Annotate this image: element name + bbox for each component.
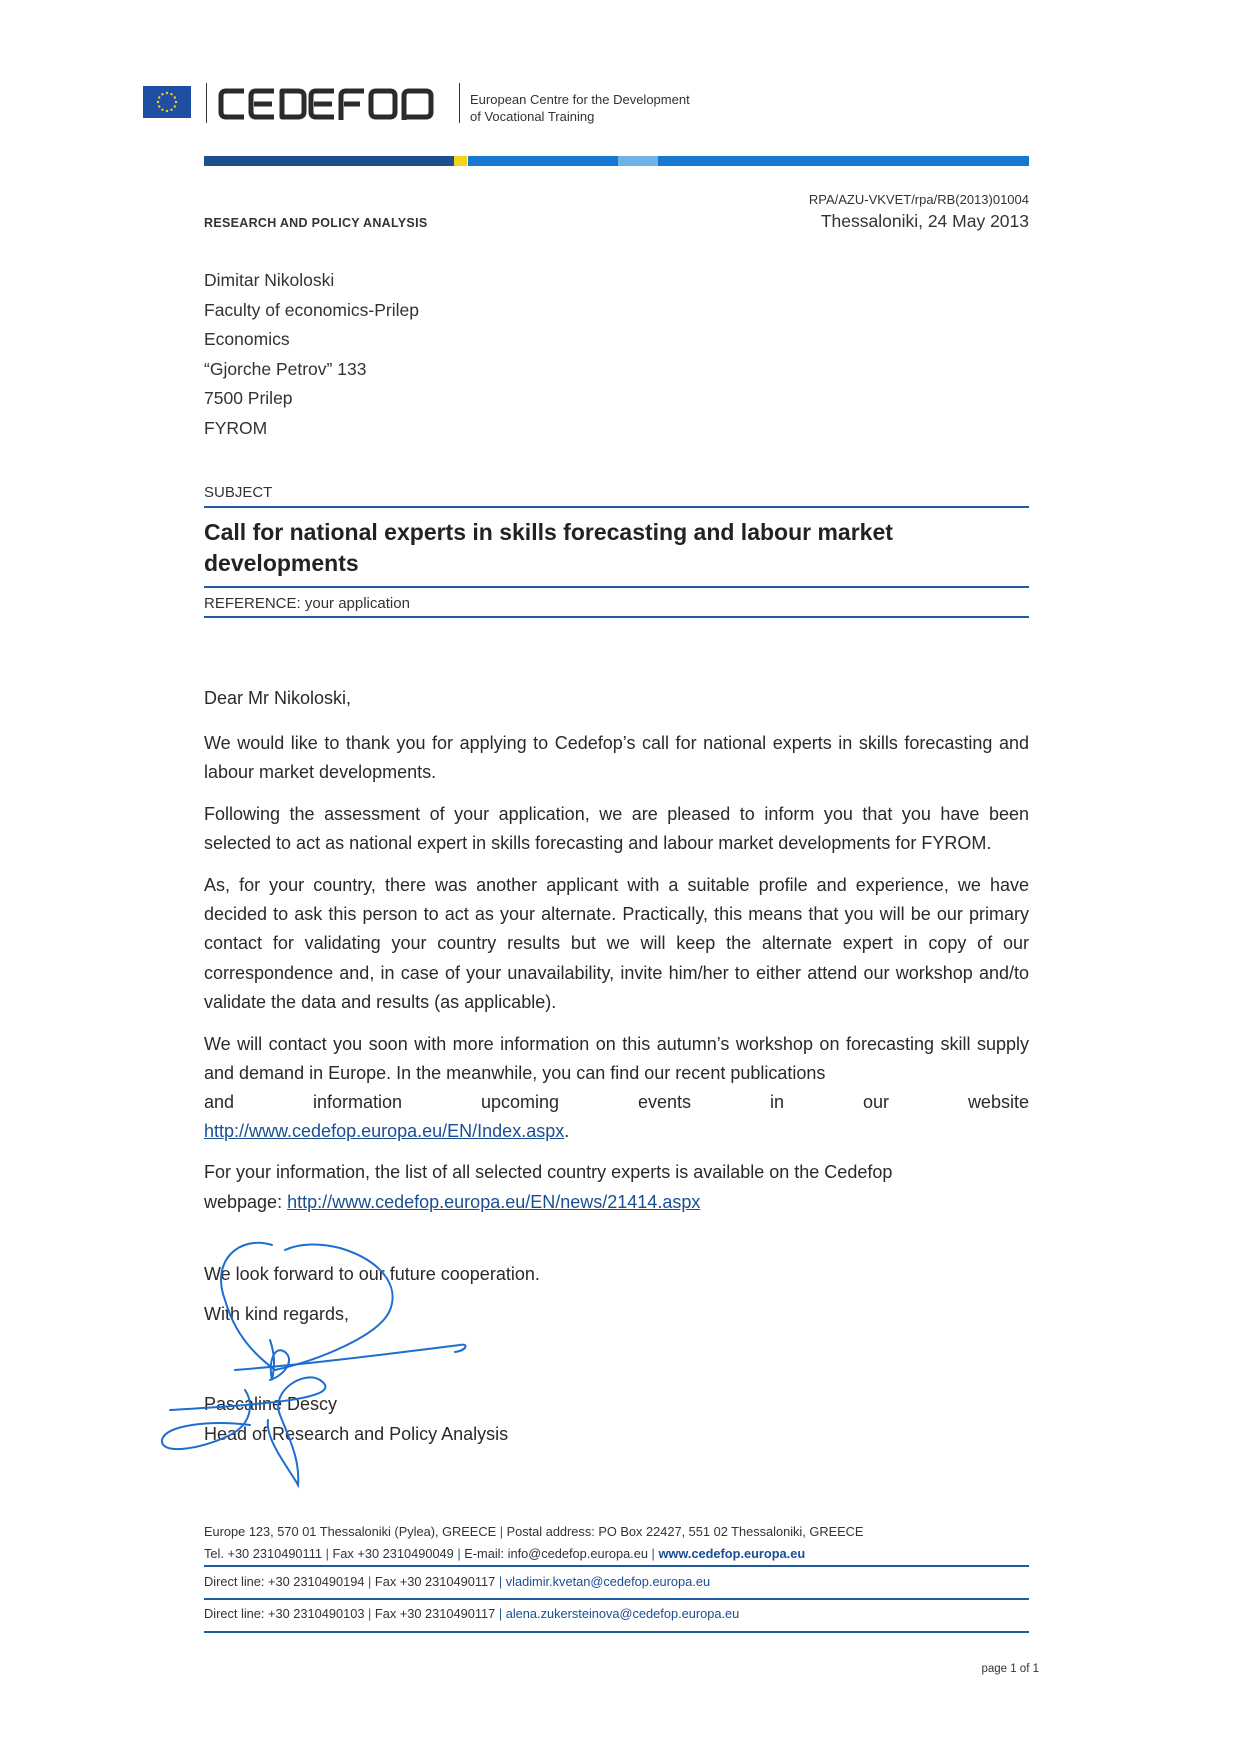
footer (204, 1521, 863, 1565)
footer-contact-row: Tel. +30 2310490111 | Fax +30 2310490049 | E-mail: info@cedefop.europa.eu | www.cedefop.europa.eu (204, 1546, 806, 1561)
paragraph: As, for your country, there was another applicant with a suitable profile and experience, we have decided to ask this person to act as your alternate. Practically, this means that you will be our primary contact for validating your country results but we will keep the alternate expert in copy of our correspondence and, in case of your unavailability, invite him/her to either attend our workshop and/to validate the data and results (as applicable). (204, 875, 1029, 1012)
cedefop-index-link[interactable]: http://www.cedefop.europa.eu/EN/Index.aspx (204, 1121, 565, 1142)
contact-row: Direct line: +30 2310490194 | Fax +30 2310490117 | vladimir.kvetan@cedefop.europa.eu (204, 1574, 711, 1589)
signer-title: Head of Research and Policy Analysis (204, 1424, 509, 1444)
recipient-address (204, 266, 419, 443)
divider (204, 616, 1029, 618)
logo-divider-2 (459, 83, 460, 123)
paragraph: For your information, the list of all selected country experts is available on the Cedefop webpage: http://www.cedefop.europa.eu/EN/news/21414.aspx (204, 1162, 893, 1212)
recipient-line: Economics (204, 329, 290, 349)
spread-line: and information upcoming events in our website (204, 1091, 1029, 1112)
header-stripe-pale (618, 156, 658, 166)
subject-label: SUBJECT (204, 484, 273, 501)
footer-address-row: Europe 123, 570 01 Thessaloniki (Pylea), GREECE | Postal address: PO Box 22427, 551 02 Thessaloniki, GREECE (204, 1524, 864, 1539)
recipient-line: 7500 Prilep (204, 388, 293, 408)
divider (204, 586, 1029, 588)
divider (204, 1565, 1029, 1567)
reference-line: REFERENCE: your application (204, 595, 410, 612)
recipient-line: “Gjorche Petrov” 133 (204, 358, 367, 379)
divider (204, 1598, 1029, 1600)
subject-title: Call for national experts in skills forecasting and labour market developments (204, 519, 893, 576)
logo-divider (206, 83, 207, 123)
divider (204, 506, 1029, 508)
closing-line: We look forward to our future cooperation. (204, 1264, 540, 1284)
website-link[interactable]: www.cedefop.europa.eu (658, 1546, 806, 1561)
greeting: Dear Mr Nikoloski, (204, 688, 352, 708)
closing-line: With kind regards, (204, 1304, 350, 1324)
place-date: Thessaloniki, 24 May 2013 (820, 211, 1029, 231)
divider (204, 1631, 1029, 1633)
paragraph: We would like to thank you for applying to Cedefop’s call for national experts in skills forecasting and labour market developments. (204, 733, 1029, 783)
header-stripe-blue (468, 156, 1029, 166)
recipient-line: FYROM (204, 417, 268, 438)
header-stripe-dark (204, 156, 454, 166)
experts-list-link[interactable]: http://www.cedefop.europa.eu/EN/news/21414.aspx (287, 1191, 701, 1212)
reference-code: RPA/AZU-VKVET/rpa/RB(2013)01004 (808, 192, 1029, 207)
paragraph: We will contact you soon with more information on this autumn’s workshop on forecasting skill supply and demand in Europe. In the meanwhile, you can find our recent publications and information upcoming events in our website http://www.cedefop.europa.eu/EN/Index.aspx. (204, 1033, 1029, 1142)
recipient-line: Dimitar Nikoloski (204, 270, 335, 290)
organization-name: European Centre for the Development of Vocational Training (470, 92, 690, 124)
department-label: RESEARCH AND POLICY ANALYSIS (204, 216, 428, 230)
signer-name: Pascaline Descy (204, 1394, 338, 1414)
cedefop-wordmark-icon (218, 86, 440, 122)
email-link[interactable]: alena.zukersteinova@cedefop.europa.eu (505, 1606, 740, 1621)
contact-row: Direct line: +30 2310490103 | Fax +30 2310490117 | alena.zukersteinova@cedefop.europa.eu (204, 1606, 740, 1621)
email-link[interactable]: vladimir.kvetan@cedefop.europa.eu (505, 1574, 711, 1589)
eu-flag-icon (143, 86, 191, 118)
recipient-line: Faculty of economics-Prilep (204, 299, 419, 320)
page-number: page 1 of 1 (981, 1663, 1039, 1675)
cedefop-logo (218, 86, 440, 127)
paragraph: Following the assessment of your application, we are pleased to inform you that you have been selected to act as national expert in skills forecasting and labour market developments for FYROM. (204, 804, 1029, 854)
signer-block (204, 1389, 508, 1449)
letter-body (204, 684, 1029, 1229)
header-stripe-yellow (454, 156, 467, 166)
closing (204, 1260, 540, 1340)
